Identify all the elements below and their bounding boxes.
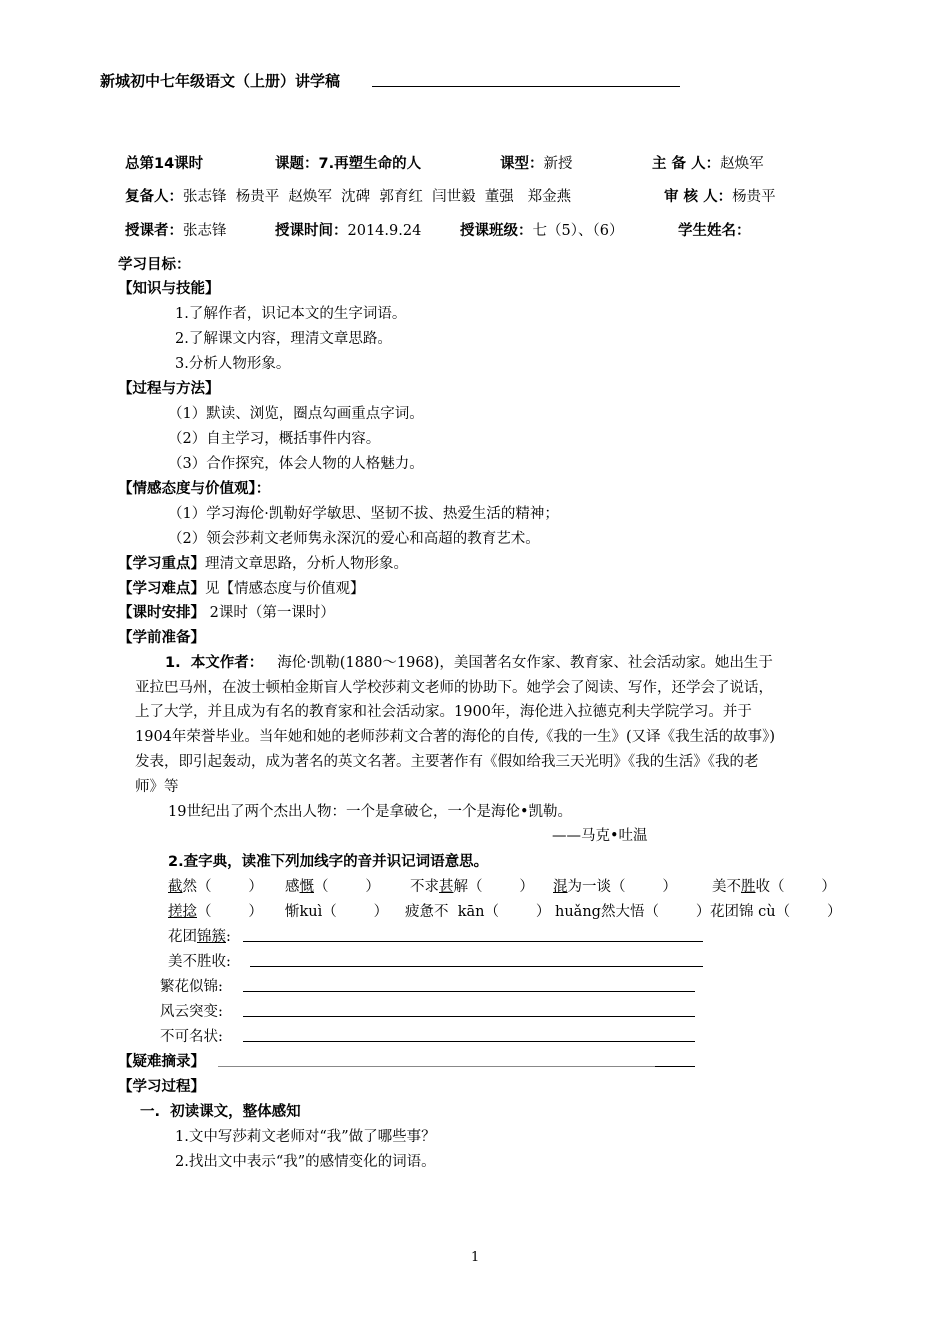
key-point-value: 理清文章思路，分析人物形象。 [205, 556, 408, 572]
vocab-item [285, 875, 380, 896]
student-name-label: 学生姓名： [678, 223, 751, 239]
definition-answer-line[interactable] [243, 991, 695, 992]
difficulty [118, 577, 365, 598]
difficulty-label: 【学习难点】 [118, 581, 205, 597]
schedule-value: 2课时（第一课时） [205, 605, 335, 621]
process-method-item: （1）默读、浏览，圈点勾画重点字词。 [168, 406, 424, 422]
author-label: 1. 本文作者： [165, 655, 264, 671]
author-line [165, 651, 773, 672]
emotion-item: （1）学习海伦·凯勒好学敏思、坚韧不拔、热爱生活的精神； [168, 506, 559, 522]
definition-colon: : [226, 954, 231, 970]
vocab-item [168, 900, 263, 921]
class-group-label: 授课班级： [460, 223, 533, 239]
definition-term: 不可名状 [160, 1029, 218, 1045]
co-preparers-label: 复备人： [125, 189, 183, 205]
main-preparer-value: 赵焕军 [720, 156, 764, 172]
reviewer [664, 185, 776, 206]
vocab-item[interactable]: 疲惫不 kān（ ） [405, 904, 551, 920]
page-header-title: 新城初中七年级语文（上册）讲学稿 [100, 72, 341, 90]
vocab-item [712, 875, 836, 896]
emotion-item: （2）领会莎莉文老师隽永深沉的爱心和高超的教育艺术。 [168, 531, 540, 547]
author-text: 海伦·凯勒(1880～1968)，美国著名女作家、教育家、社会活动家。她出生于 [277, 655, 773, 671]
lesson-number: 总第14课时 [125, 156, 204, 172]
vocab-underlined-char: 搓捻 [168, 904, 197, 920]
dictionary-task-heading: 2.查字典，读准下列加线字的音并识记词语意思。 [168, 854, 489, 870]
vocab-item[interactable]: 花团锦 cù（ ） [710, 904, 842, 920]
knowledge-heading: 【知识与技能】 [118, 281, 220, 297]
co-preparers-value: 张志锋 杨贵平 赵焕军 沈碑 郭育红 闫世毅 董强 郑金燕 [183, 189, 572, 205]
teacher-label: 授课者： [125, 223, 183, 239]
lesson-type-label: 课型： [500, 156, 544, 172]
quote-source: ——马克•吐温 [552, 828, 648, 844]
teacher [125, 219, 227, 240]
vocab-prefix: 不求 [410, 879, 439, 895]
quote: 19世纪出了两个杰出人物：一个是拿破仑，一个是海伦•凯勒。 [168, 804, 573, 820]
definition-item [160, 975, 223, 996]
main-preparer-label: 主 备 人： [652, 156, 721, 172]
knowledge-item: 2.了解课文内容，理清文章思路。 [175, 331, 392, 347]
definition-term: 风云突变 [160, 1004, 218, 1020]
definition-item [160, 1025, 223, 1046]
process-method-item: （2）自主学习，概括事件内容。 [168, 431, 381, 447]
knowledge-item: 3.分析人物形象。 [175, 356, 291, 372]
vocab-item[interactable]: 惭kuì（ ） [285, 904, 389, 920]
definition-term-underlined: 锦簇 [197, 929, 226, 945]
definition-answer-line[interactable] [243, 941, 703, 942]
class-group-value: 七（5）、（6） [532, 223, 624, 239]
vocab-item [553, 875, 677, 896]
schedule [118, 601, 335, 622]
difficulty-value: 见【情感态度与价值观】 [205, 581, 365, 597]
co-preparers [125, 185, 571, 206]
definition-term: 美不胜收 [168, 954, 226, 970]
notes-label: 【疑难摘录】 [118, 1054, 205, 1070]
definition-item [168, 950, 231, 971]
vocab-underlined-char: 甚 [439, 879, 454, 895]
schedule-label: 【课时安排】 [118, 605, 205, 621]
vocab-answer-blank[interactable]: 然（ ） [182, 879, 263, 895]
key-point [118, 552, 408, 573]
vocab-prefix: 美不 [712, 879, 741, 895]
definition-colon: : [218, 1029, 223, 1045]
lesson-type-value: 新授 [543, 156, 573, 172]
definition-term: 花团 [168, 929, 197, 945]
author-text: 1904年荣誉毕业。当年她和她的老师莎莉文合著的海伦的自传,《我的一生》(又译《我生活的故事》) [135, 729, 776, 745]
vocab-underlined-char: 胜 [741, 879, 756, 895]
definition-answer-line[interactable] [250, 966, 703, 967]
key-point-label: 【学习重点】 [118, 556, 205, 572]
class-group [460, 219, 623, 240]
prep-heading: 【学前准备】 [118, 630, 205, 646]
vocab-answer-blank[interactable]: 解（ ） [453, 879, 534, 895]
vocab-item [168, 875, 263, 896]
vocab-item[interactable]: huǎng然大悟（ ） [555, 904, 711, 920]
objectives-heading: 学习目标： [118, 257, 191, 273]
definition-answer-line[interactable] [243, 1041, 695, 1042]
section-one-heading: 一. 初读课文，整体感知 [140, 1104, 301, 1120]
vocab-underlined-char: 慨 [299, 879, 314, 895]
definition-item [160, 1000, 223, 1021]
reviewer-value: 杨贵平 [732, 189, 776, 205]
question-item: 1.文中写莎莉文老师对“我”做了哪些事？ [175, 1129, 436, 1145]
definition-colon: : [226, 929, 231, 945]
emotion-heading: 【情感态度与价值观】： [118, 481, 271, 497]
process-method-heading: 【过程与方法】 [118, 381, 220, 397]
author-text: 发表，即引起轰动，成为著名的英文名著。主要著作有《假如给我三天光明》《我的生活》《我的老 [135, 754, 759, 770]
notes-answer-line[interactable] [218, 1066, 695, 1067]
definition-colon: : [218, 979, 223, 995]
vocab-item [410, 875, 534, 896]
class-time-value: 2014.9.24 [347, 223, 422, 239]
lesson-type [500, 152, 573, 173]
author-text: 师》等 [135, 779, 179, 795]
notes-answer-line-end [655, 1066, 695, 1067]
definition-term: 繁花似锦 [160, 979, 218, 995]
vocab-underlined-char: 混 [553, 879, 568, 895]
reviewer-label: 审 核 人： [664, 189, 733, 205]
definition-item [168, 925, 231, 946]
class-time [275, 219, 421, 240]
vocab-answer-blank[interactable]: （ ） [314, 879, 380, 895]
author-text: 上了大学，并且成为有名的教育家和社会活动家。1900年，海伦进入拉德克利夫学院学习。并于 [135, 704, 752, 720]
topic-value: 7.再塑生命的人 [318, 156, 422, 172]
teacher-value: 张志锋 [183, 223, 227, 239]
vocab-prefix: 感 [285, 879, 300, 895]
definition-answer-line[interactable] [243, 1016, 695, 1017]
knowledge-item: 1.了解作者，识记本文的生字词语。 [175, 306, 407, 322]
author-text: 亚拉巴马州，在波士顿柏金斯盲人学校莎莉文老师的协助下。她学会了阅读、写作，还学会了说话， [135, 680, 773, 696]
process-method-item: （3）合作探究，体会人物的人格魅力。 [168, 456, 424, 472]
main-preparer [652, 152, 764, 173]
vocab-answer-blank[interactable]: 为一谈（ ） [567, 879, 677, 895]
vocab-underlined-char: 截 [168, 879, 183, 895]
vocab-answer-blank[interactable]: （ ） [197, 904, 263, 920]
header-rule [372, 86, 680, 87]
learning-process-heading: 【学习过程】 [118, 1079, 205, 1095]
class-time-label: 授课时间： [275, 223, 348, 239]
vocab-answer-blank[interactable]: 收（ ） [755, 879, 836, 895]
question-item: 2.找出文中表示“我”的感情变化的词语。 [175, 1154, 436, 1170]
topic [275, 152, 421, 173]
definition-colon: : [218, 1004, 223, 1020]
page-number: 1 [471, 1250, 480, 1265]
topic-label: 课题： [275, 156, 319, 172]
